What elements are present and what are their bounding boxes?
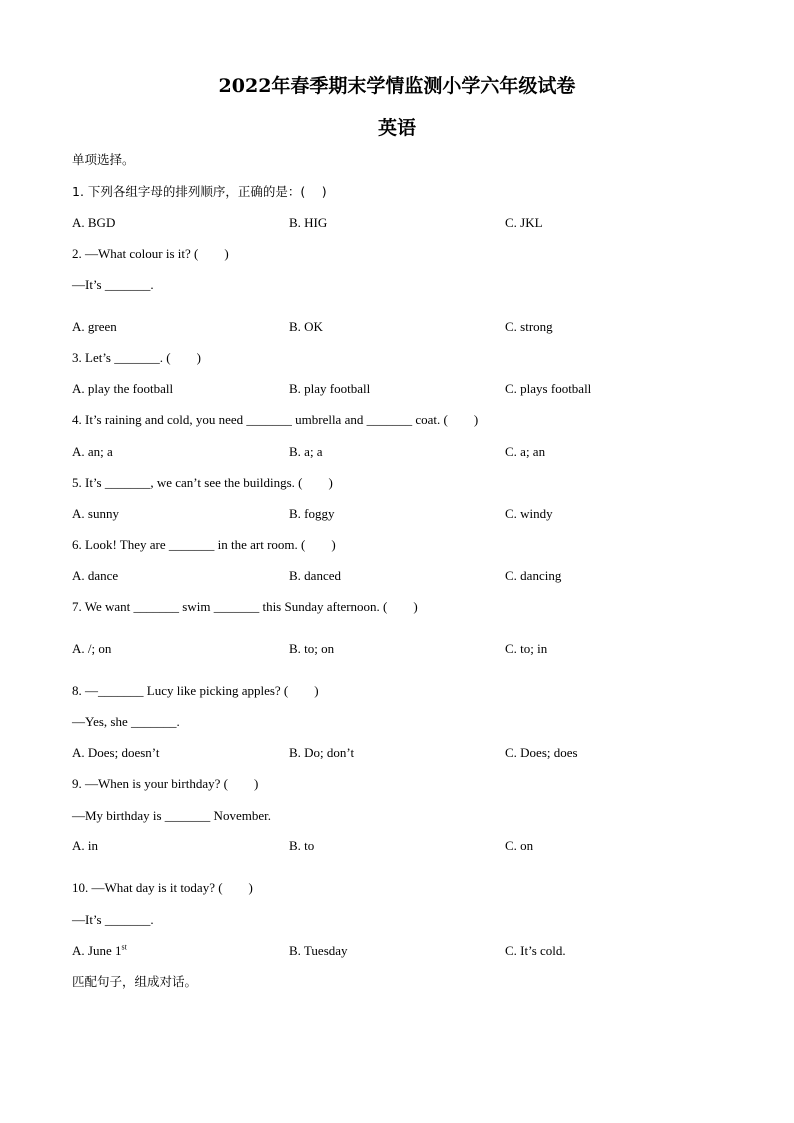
section-title-matching: 匹配句子，组成对话。 xyxy=(72,974,198,989)
question-1-stem: 1. 下列各组字母的排列顺序，正确的是：( ) xyxy=(72,184,327,199)
question-9-answer-line: —My birthday is _______ November. xyxy=(72,808,271,823)
question-4-option-a: A. an; a xyxy=(72,444,113,459)
question-10-answer-line: —It’s _______. xyxy=(72,912,154,927)
question-8-option-b: B. Do; don’t xyxy=(289,745,355,760)
question-2-stem: 2. —What colour is it? ( ) xyxy=(72,246,229,261)
question-5-stem: 5. It’s _______, we can’t see the buildings. ( ) xyxy=(72,475,333,490)
question-4-option-b: B. a; a xyxy=(289,444,323,459)
question-3-option-a: A. play the football xyxy=(72,381,174,396)
exam-title: 2022年春季期末学情监测小学六年级试卷 xyxy=(218,75,576,97)
question-4-option-c: C. a; an xyxy=(505,444,546,459)
question-7-option-b: B. to; on xyxy=(289,641,335,656)
question-8-option-a: A. Does; doesn’t xyxy=(72,745,160,760)
question-6-option-c: C. dancing xyxy=(505,568,562,583)
question-10-stem: 10. —What day is it today? ( ) xyxy=(72,880,253,895)
question-10-option-c: C. It’s cold. xyxy=(505,943,566,958)
question-2-option-a: A. green xyxy=(72,319,117,334)
question-2-option-b: B. OK xyxy=(289,319,323,334)
question-5-option-a: A. sunny xyxy=(72,506,119,521)
question-6-option-a: A. dance xyxy=(72,568,119,583)
question-2-option-c: C. strong xyxy=(505,319,553,334)
ordinal-suffix: st xyxy=(121,942,127,952)
question-7-option-a: A. /; on xyxy=(72,641,112,656)
question-10-option-a xyxy=(72,943,127,959)
question-8-option-c: C. Does; does xyxy=(505,745,578,760)
question-3-option-b: B. play football xyxy=(289,381,371,396)
question-5-option-c: C. windy xyxy=(505,506,553,521)
question-7-stem: 7. We want _______ swim _______ this Sunday afternoon. ( ) xyxy=(72,599,418,614)
question-6-stem: 6. Look! They are _______ in the art room. ( ) xyxy=(72,537,336,552)
question-7-option-c: C. to; in xyxy=(505,641,548,656)
question-10-option-a-text: A. June 1 xyxy=(72,943,122,958)
question-9-option-c: C. on xyxy=(505,838,534,853)
question-3-stem: 3. Let’s _______. ( ) xyxy=(72,350,201,365)
question-10-option-b: B. Tuesday xyxy=(289,943,348,958)
question-9-option-b: B. to xyxy=(289,838,315,853)
question-5-option-b: B. foggy xyxy=(289,506,335,521)
question-2-answer-line: —It’s _______. xyxy=(72,277,154,292)
question-1-option-c: C. JKL xyxy=(505,215,543,230)
subject-title: 英语 xyxy=(377,117,416,139)
question-9-option-a: A. in xyxy=(72,838,98,853)
section-title-single-choice: 单项选择。 xyxy=(72,152,135,167)
question-1-option-a: A. BGD xyxy=(72,215,116,230)
question-8-stem: 8. —_______ Lucy like picking apples? ( ) xyxy=(72,683,319,698)
question-8-answer-line: —Yes, she _______. xyxy=(72,714,180,729)
question-9-stem: 9. —When is your birthday? ( ) xyxy=(72,776,259,791)
question-4-stem: 4. It’s raining and cold, you need _______ umbrella and _______ coat. ( ) xyxy=(72,412,479,427)
question-1-option-b: B. HIG xyxy=(289,215,328,230)
question-6-option-b: B. danced xyxy=(289,568,341,583)
question-3-option-c: C. plays football xyxy=(505,381,592,396)
